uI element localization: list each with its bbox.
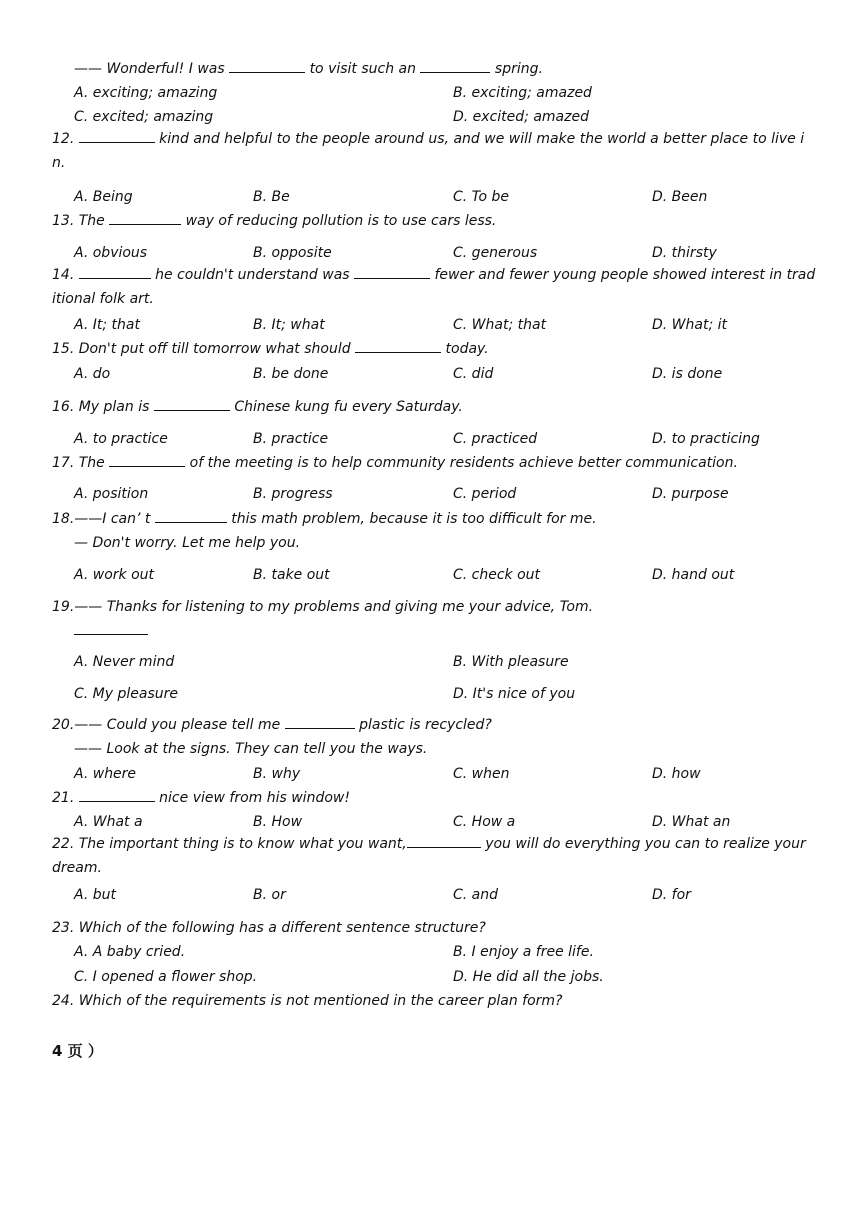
option-c[interactable]: C. and (453, 887, 499, 903)
answer-blank[interactable] (79, 266, 151, 279)
page-footer: 4 页 ） (52, 1042, 103, 1060)
option-b[interactable]: B. practice (253, 431, 329, 447)
option-c[interactable]: C. excited; amazing (74, 109, 214, 125)
answer-blank[interactable] (420, 60, 490, 73)
option-a[interactable]: A. It; that (74, 317, 140, 333)
option-a[interactable]: A. exciting; amazing (74, 85, 218, 101)
option-d[interactable]: D. purpose (652, 486, 729, 502)
option-d[interactable]: D. It's nice of you (453, 686, 576, 702)
q22-options (74, 886, 834, 904)
q18-options (74, 566, 834, 584)
option-d[interactable]: D. hand out (652, 567, 735, 583)
q16-text-b: Chinese kung fu every Saturday. (234, 399, 463, 415)
option-c[interactable]: C. practiced (453, 431, 538, 447)
option-d[interactable]: D. how (652, 766, 701, 782)
answer-blank[interactable] (355, 340, 441, 353)
q12-options (74, 188, 834, 206)
q18-stem (52, 510, 817, 528)
answer-blank[interactable] (407, 835, 481, 848)
q23-options-row-2 (74, 968, 834, 986)
q19-options-row-1 (74, 653, 834, 671)
q16-options (74, 430, 834, 448)
q17-stem (52, 454, 817, 472)
q15-text-a: 15. Don't put off till tomorrow what should (52, 341, 351, 357)
q19-options-row-2 (74, 685, 834, 703)
question-number: 14. (52, 267, 75, 283)
q22-text-b: you will do everything you can to realize your dream. (52, 836, 806, 876)
q16-text-a: 16. My plan is (52, 399, 150, 415)
q13-stem (52, 212, 817, 230)
q15-stem (52, 340, 817, 358)
answer-blank[interactable] (154, 398, 230, 411)
q11-options-row-1 (74, 84, 834, 102)
option-c[interactable]: C. check out (453, 567, 541, 583)
q17-text-b: of the meeting is to help community residents achieve better communication. (189, 455, 738, 471)
q23-options-row-1 (74, 943, 834, 961)
option-b[interactable]: B. why (253, 766, 301, 782)
q17-options (74, 485, 834, 503)
q14-options (74, 316, 834, 334)
q13-text-b: way of reducing pollution is to use cars less. (185, 213, 497, 229)
q19-stem: 19.—— Thanks for listening to my problems and giving me your advice, Tom. (52, 599, 594, 615)
q11-dialogue-line (74, 60, 839, 78)
q21-stem (52, 789, 817, 807)
option-b[interactable]: B. How (253, 814, 303, 830)
question-number: 21. (52, 790, 75, 806)
q18-text-b: this math problem, because it is too difficult for me. (231, 511, 597, 527)
option-c[interactable]: C. generous (453, 245, 538, 261)
q11-options-row-2 (74, 108, 834, 126)
q21-text: nice view from his window! (159, 790, 350, 806)
q14-text-a: he couldn't understand was (155, 267, 350, 283)
option-a[interactable]: A. A baby cried. (74, 944, 186, 960)
answer-blank[interactable] (285, 716, 355, 729)
q22-stem (52, 832, 817, 880)
q15-options (74, 365, 834, 383)
option-d[interactable]: D. He did all the jobs. (453, 969, 604, 985)
q11-text-c: spring. (494, 61, 543, 77)
q19-reply-line (74, 622, 839, 640)
q13-text-a: 13. The (52, 213, 105, 229)
q18-text-a: 18.——I can’ t (52, 511, 151, 527)
q11-text-a: Wonderful! I was (106, 61, 225, 77)
option-c[interactable]: C. How a (453, 814, 516, 830)
q20-stem (52, 716, 817, 734)
option-d[interactable]: D. excited; amazed (453, 109, 589, 125)
option-d[interactable]: D. Been (652, 189, 708, 205)
option-c[interactable]: C. My pleasure (74, 686, 178, 702)
answer-blank[interactable] (74, 622, 148, 635)
option-b[interactable]: B. With pleasure (453, 654, 569, 670)
q11-text-b: to visit such an (309, 61, 417, 77)
dash: —— (74, 61, 102, 77)
option-a[interactable]: A. position (74, 486, 149, 502)
answer-blank[interactable] (109, 454, 185, 467)
q20-reply: —— Look at the signs. They can tell you the ways. (74, 741, 428, 757)
option-b[interactable]: B. progress (253, 486, 333, 502)
q13-options (74, 244, 834, 262)
option-a[interactable]: A. to practice (74, 431, 168, 447)
option-b[interactable]: B. opposite (253, 245, 332, 261)
option-d[interactable]: D. What an (652, 814, 731, 830)
option-a[interactable]: A. Being (74, 189, 133, 205)
option-b[interactable]: B. be done (253, 366, 329, 382)
answer-blank[interactable] (354, 266, 430, 279)
option-c[interactable]: C. when (453, 766, 510, 782)
answer-blank[interactable] (79, 789, 155, 802)
option-c[interactable]: C. I opened a flower shop. (74, 969, 258, 985)
option-b[interactable]: B. take out (253, 567, 330, 583)
q18-reply: — Don't worry. Let me help you. (74, 535, 301, 551)
option-a[interactable]: A. Never mind (74, 654, 175, 670)
q24-stem: 24. Which of the requirements is not mentioned in the career plan form? (52, 993, 563, 1009)
option-d[interactable]: D. thirsty (652, 245, 717, 261)
option-a[interactable]: A. obvious (74, 245, 148, 261)
q14-text-b: fewer and fewer young people showed interest in traditional folk art. (52, 267, 816, 307)
option-b[interactable]: B. I enjoy a free life. (453, 944, 594, 960)
answer-blank[interactable] (109, 212, 181, 225)
q14-stem (52, 263, 817, 311)
q20-options (74, 765, 834, 783)
option-c[interactable]: C. What; that (453, 317, 547, 333)
q16-stem (52, 398, 817, 416)
option-c[interactable]: C. To be (453, 189, 510, 205)
q17-text-a: 17. The (52, 455, 105, 471)
q21-options (74, 813, 834, 831)
option-a[interactable]: A. where (74, 766, 137, 782)
option-b[interactable]: B. It; what (253, 317, 325, 333)
option-a[interactable]: A. but (74, 887, 116, 903)
q15-text-b: today. (445, 341, 489, 357)
answer-blank[interactable] (155, 510, 227, 523)
q12-stem (52, 127, 817, 175)
question-number: 12. (52, 131, 75, 147)
q22-text-a: 22. The important thing is to know what you want, (52, 836, 407, 852)
option-c[interactable]: C. period (453, 486, 517, 502)
option-a[interactable]: A. work out (74, 567, 154, 583)
answer-blank[interactable] (229, 60, 305, 73)
option-d[interactable]: D. for (652, 887, 691, 903)
option-d[interactable]: D. to practicing (652, 431, 760, 447)
option-b[interactable]: B. Be (253, 189, 290, 205)
option-a[interactable]: A. do (74, 366, 111, 382)
answer-blank[interactable] (79, 130, 155, 143)
q20-text-a: 20.—— Could you please tell me (52, 717, 281, 733)
q12-text: kind and helpful to the people around us, and we will make the world a better place to live in. (52, 131, 805, 171)
option-c[interactable]: C. did (453, 366, 494, 382)
option-b[interactable]: B. exciting; amazed (453, 85, 592, 101)
option-b[interactable]: B. or (253, 887, 286, 903)
q20-text-b: plastic is recycled? (359, 717, 492, 733)
option-d[interactable]: D. What; it (652, 317, 728, 333)
q23-stem: 23. Which of the following has a different sentence structure? (52, 920, 486, 936)
option-d[interactable]: D. is done (652, 366, 723, 382)
option-a[interactable]: A. What a (74, 814, 143, 830)
